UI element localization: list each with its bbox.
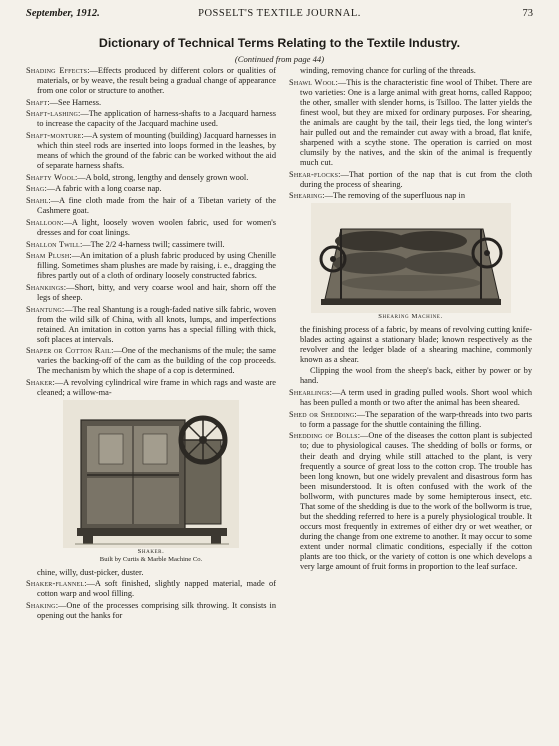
dictionary-entry: [289, 410, 532, 430]
entry-term: Shed or Shedding: [289, 409, 355, 419]
entry-term: Shag: [26, 184, 45, 194]
dictionary-entry: [26, 601, 276, 621]
issue-date: September, 1912.: [26, 8, 100, 19]
dictionary-entry: [26, 346, 276, 376]
entry-term: Shahl: [26, 196, 49, 206]
entry-definition: Clipping the wool from the sheep's back, either by power or by hand.: [300, 366, 532, 386]
entry-definition: :—The separation of the warp-threads into two parts to form a passage for the shuttle containing the filling.: [300, 409, 532, 429]
running-header: [26, 8, 533, 24]
entry-term: Shawl Wool: [289, 77, 336, 87]
dictionary-entry: [26, 378, 276, 398]
entry-term: Shear-flocks: [289, 169, 339, 179]
entry-term: Shantung: [26, 304, 62, 314]
entry-definition: :—See Harness.: [47, 97, 102, 107]
entry-term: Shaft: [26, 97, 48, 107]
entry-definition: :—This is the characteristic fine wool of Thibet. There are two varieties: One is a large animal with great horns, called Rappoo; the other, smaller with slender horns, is Tsilloo. The latter yields the finest wool, but they are mixed for ordinary purposes. For shearing, the animals are caught by the tail, their legs tied, the long winter's hair pulled out and the remainder cut away with a broad, flat knife, sharpened with a scythe stone. The operation is carried on most clumsily by the natives, and the skin of the animal is frequently much cut.: [300, 77, 533, 168]
entry-term: Shankings: [26, 282, 64, 292]
shaker-caption-credit: Built by Curtis & Marble Machine Co.: [99, 556, 203, 564]
entry-term: Shaker: [26, 378, 53, 388]
dictionary-entry: [26, 184, 276, 194]
shearing-machine-illustration: [311, 203, 511, 313]
entry-term: Shaft-lashing: [26, 109, 79, 119]
entry-term: Shaper or Cotton Rail: [26, 346, 112, 356]
dictionary-entry: [26, 98, 276, 108]
entry-definition: :—A fabric with a long coarse nap.: [44, 184, 162, 194]
left-column: [26, 66, 276, 623]
dictionary-entry: [289, 78, 532, 168]
entry-definition: :—The real Shantung is a rough-faded native silk fabric, woven from the wild silk of China, with all knots, lumps, and imperfections retained. An imitation in cotton yarns has a special filling with thick, soft places at intervals.: [37, 304, 276, 344]
dictionary-entry: [289, 388, 532, 408]
dictionary-entry: [26, 240, 276, 250]
entry-term: Shaker-flannel: [26, 579, 85, 589]
entry-definition: :—The removing of the superfluous nap in: [322, 191, 465, 201]
entry-definition: :—That portion of the nap that is cut from the cloth during the process of shearing.: [300, 169, 532, 189]
entry-term: Shearing: [289, 191, 323, 201]
entry-definition: :—Effects produced by different colors or qualities of materials, or by weave, the result being a gradual change of appearance from one color or structure to another.: [37, 66, 276, 96]
dictionary-entry: [26, 251, 276, 281]
dictionary-entry: [289, 191, 532, 201]
journal-name: POSSELT'S TEXTILE JOURNAL.: [198, 8, 361, 19]
entry-definition: :—A bold, strong, lengthy and densely grown wool.: [74, 172, 249, 182]
shaker-caption-title: Shaker.: [137, 548, 165, 556]
entry-term: Shearlings: [289, 388, 330, 398]
dictionary-entry: [26, 196, 276, 216]
dictionary-entry: [26, 218, 276, 238]
dictionary-entry: [26, 131, 276, 171]
entry-definition: :—A system of mounting (building) Jacquard harnesses in which thin steel rods are inserted into loops formed in the leashes, by means of which the ground of the fabric can be worked without the aid of separate harness shafts.: [37, 131, 276, 171]
entry-definition: :—An imitation of a plush fabric produced by using Chenille filling. Sometimes sham plushes are made by raising, i. e., dragging the fibres partly out of a cloth of ordinary loosely constructed fabrics.: [37, 251, 276, 281]
entry-definition: :—A light, loosely woven woolen fabric, used for women's dresses and for coat linings.: [37, 217, 276, 237]
dictionary-entry: [26, 173, 276, 183]
shaker-machine-illustration: [63, 400, 239, 548]
entry-definition: chine, willy, dust-picker, duster.: [37, 567, 144, 577]
entry-definition: :—A soft finished, slightly napped material, made of cotton warp and wool filling.: [37, 579, 276, 599]
entry-term: Shafty Wool: [26, 172, 75, 182]
entry-definition: :—The 2/2 4-harness twill; cassimere twill.: [79, 239, 225, 249]
dictionary-entry: [289, 366, 532, 386]
entry-definition: :—One of the mechanisms of the mule; the same varies the backing-off of the cam as the building of the cop proceeds. The mechanism by which the shape of a cop is determined.: [37, 346, 277, 376]
dictionary-entry: [26, 579, 276, 599]
entry-term: Shaking: [26, 600, 56, 610]
shaker-figure: [63, 400, 239, 564]
right-column: [289, 66, 532, 574]
entry-definition: the finishing process of a fabric, by means of revolving cutting knife-blades acting against a stationary blade; known respectively as the revolver and the ledger blade of a shearing machine, commonly known as a shear.: [300, 324, 532, 364]
entry-definition: :—The application of harness-shafts to a Jacquard harness to increase the capacity of the Jacquard machine used.: [37, 109, 276, 129]
dictionary-entry: [289, 431, 532, 572]
dictionary-entry: [289, 325, 532, 365]
dictionary-entry: [26, 66, 276, 96]
dictionary-entry: [26, 305, 276, 345]
page-number: 73: [522, 8, 533, 19]
entry-definition: :—One of the diseases the cotton plant is subjected to; due to physiological causes. The shedding of bolls or forms, or their death and drying while still attached to the plant, is very frequently a source of great loss to the cotton crop. The trouble has been long known, but one widely prevalent and disastrous form has been misunderstood. It is often confused with the work of the bollworm, with punctures made by some hemipterous insect, etc. That some of the shedding is due to the work of the bollworm is true, but the shedding referred to here is a purely physiological trouble. It occurs most frequently in extremes of either dry or wet weather, or during the change from one extreme to another. It may occur to some extent under normal climatic conditions, especially if the cotton plants are too thick, or the variety of cotton is one which develops a very large amount of fruit forms in proportion to the leaf surface.: [300, 431, 532, 572]
entry-definition: :—A term used in grading pulled wools. Short wool which has been pulled a month or two after the animal has been sheared.: [300, 388, 532, 408]
entry-definition: :—One of the processes comprising silk throwing. It consists in opening out the hanks for: [37, 600, 276, 620]
dictionary-entry: [289, 66, 532, 76]
dictionary-entry: [289, 170, 532, 190]
entry-term: Shalloon: [26, 217, 62, 227]
entry-definition: :—A revolving cylindrical wire frame in which rags and waste are cleaned; a willow-ma-: [37, 378, 276, 398]
entry-definition: :—Short, bitty, and very coarse wool and hair, shorn off the legs of sheep.: [37, 282, 276, 302]
entry-term: Shallon Twill: [26, 239, 80, 249]
entry-definition: :—A fine cloth made from the hair of a Tibetan variety of the Cashmere goat.: [37, 196, 276, 216]
shearing-figure: [311, 203, 511, 321]
entry-term: Shading Effects: [26, 66, 88, 75]
entry-term: Shedding of Bolls: [289, 431, 358, 441]
article-subtitle: (Continued from page 44): [234, 54, 325, 64]
entry-term: Shaft-monture: [26, 131, 82, 141]
shearing-caption-title: Shearing Machine.: [378, 313, 443, 321]
dictionary-entry: [26, 109, 276, 129]
dictionary-entry: [26, 568, 276, 578]
entry-term: Sham Plush: [26, 251, 70, 261]
dictionary-entry: [26, 283, 276, 303]
article-title: Dictionary of Technical Terms Relating to the Textile Industry.: [98, 36, 461, 50]
entry-definition: winding, removing chance for curling of the threads.: [300, 66, 476, 75]
